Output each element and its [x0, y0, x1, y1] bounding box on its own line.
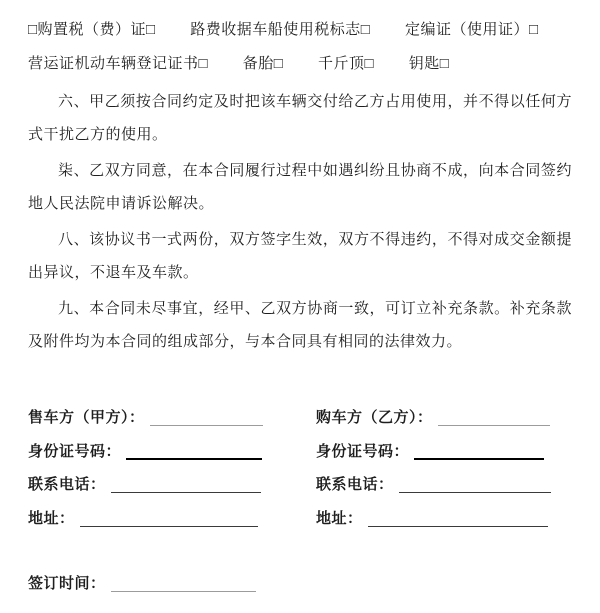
- buyer-signature-block: [316, 401, 572, 535]
- seller-signature-block: [28, 401, 316, 535]
- seller-party-label: 售车方（甲方）：: [28, 409, 145, 426]
- seller-party-row: [28, 401, 316, 435]
- signature-section: [28, 401, 572, 535]
- check-item-spare-tire: 备胎□: [242, 55, 284, 72]
- sign-date-label: 签订时间：: [28, 575, 106, 592]
- buyer-id-blank-line: [414, 458, 544, 460]
- sign-date-blank-line: [111, 591, 256, 592]
- seller-id-row: [28, 435, 316, 469]
- vehicle-documents-checkbox-line-1: [28, 13, 572, 47]
- check-item-operation-registration-cert: 营运证机动车辆登记证书□: [28, 55, 209, 72]
- buyer-phone-row: [316, 468, 572, 502]
- check-item-keys: 钥匙□: [408, 55, 450, 72]
- seller-address-row: [28, 502, 316, 536]
- vehicle-documents-checkbox-line-2: [28, 47, 572, 81]
- seller-phone-row: [28, 468, 316, 502]
- buyer-address-label: 地址：: [316, 509, 363, 527]
- check-item-purchase-tax-cert: □购置税（费）证□: [28, 21, 156, 38]
- buyer-name-blank-line: [438, 425, 550, 426]
- check-item-dingbian-use-cert: 定编证（使用证）□: [405, 21, 539, 38]
- buyer-id-label: 身份证号码：: [316, 442, 410, 460]
- buyer-phone-label: 联系电话：: [316, 476, 394, 493]
- seller-address-label: 地址：: [28, 509, 75, 527]
- clause-9: 九、本合同未尽事宜，经甲、乙双方协商一致，可订立补充条款。补充条款及附件均为本合同的组成部分，与本合同具有相同的法律效力。: [28, 300, 572, 350]
- seller-phone-blank-line: [111, 492, 261, 493]
- clause-6: 六、甲乙须按合同约定及时把该车辆交付给乙方占用使用，并不得以任何方式干扰乙方的使用。: [28, 93, 572, 143]
- buyer-address-blank-line: [368, 526, 548, 527]
- clause-7: 柒、乙双方同意，在本合同履行过程中如遇纠纷且协商不成，向本合同签约地人民法院申请诉讼解决。: [28, 162, 572, 212]
- seller-phone-label: 联系电话：: [28, 476, 106, 493]
- sign-date-row: [28, 567, 572, 601]
- seller-id-label: 身份证号码：: [28, 442, 122, 460]
- buyer-address-row: [316, 502, 572, 536]
- buyer-phone-blank-line: [399, 492, 551, 493]
- clause-8: 八、该协议书一式两份，双方签字生效，双方不得违约，不得对成交金额提出异议，不退车及车款。: [28, 231, 572, 281]
- seller-name-blank-line: [150, 425, 263, 426]
- buyer-id-row: [316, 435, 572, 469]
- check-item-road-fee-tax-mark: 路费收据车船使用税标志□: [190, 21, 371, 38]
- seller-address-blank-line: [80, 526, 258, 527]
- contract-clauses: [28, 85, 572, 358]
- seller-id-blank-line: [126, 458, 262, 460]
- buyer-party-label: 购车方（乙方）：: [316, 409, 433, 426]
- buyer-party-row: [316, 401, 572, 435]
- check-item-jack: 千斤顶□: [317, 55, 375, 72]
